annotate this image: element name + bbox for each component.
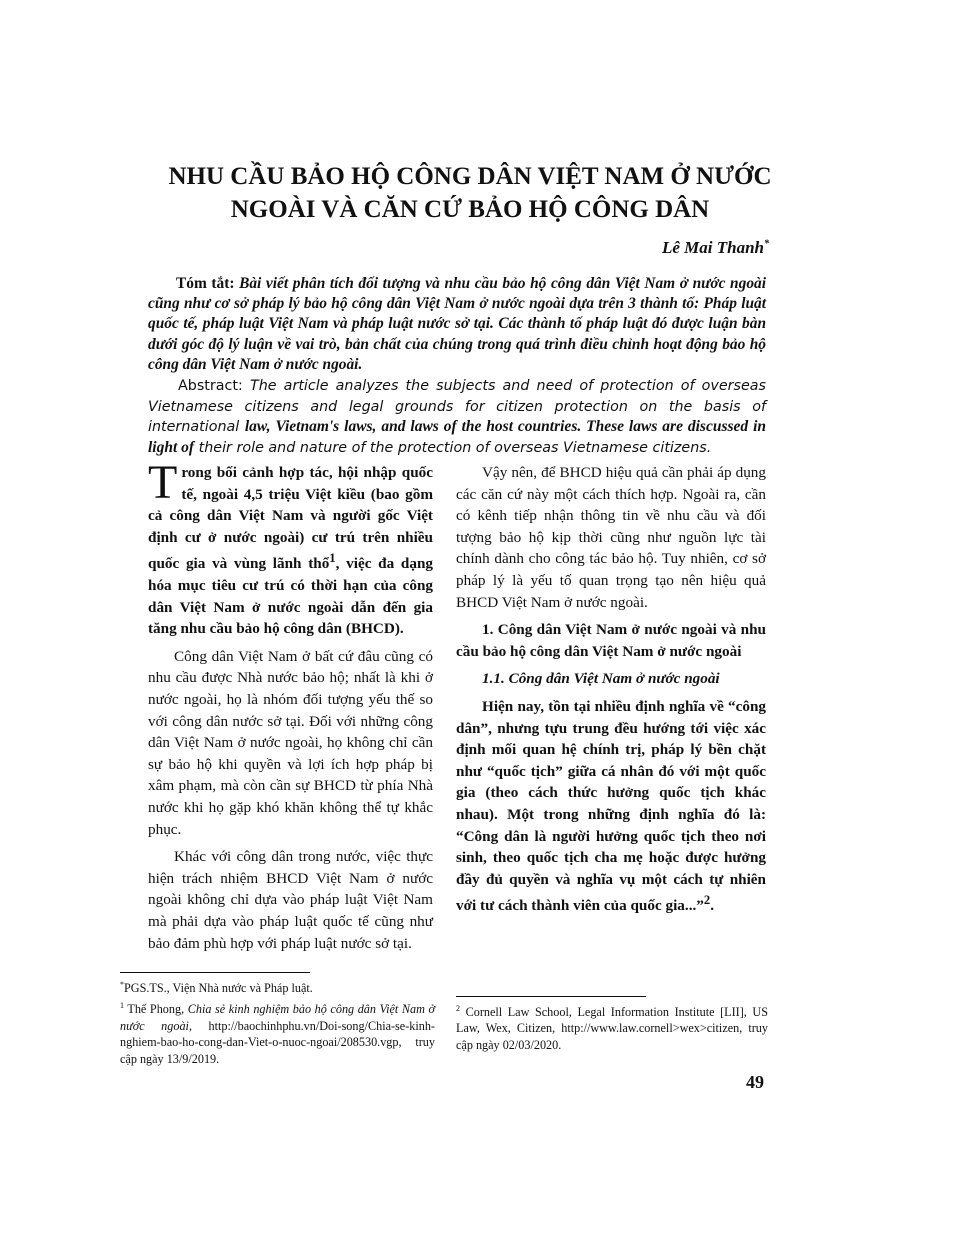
intro-text-end: , việc đa dạng hóa mục tiêu cư trú có thời hạn của công dân Việt Nam ở nước ngoài dẫn đến gia tăng nhu cầu bảo hộ công dân (BHCD). xyxy=(148,555,433,638)
author xyxy=(662,238,769,258)
footnote-1-author: Thế Phong, xyxy=(127,1002,185,1017)
footnotes-left xyxy=(120,972,435,1069)
page-number: 49 xyxy=(746,1072,764,1092)
section-heading-1: 1. Công dân Việt Nam ở nước ngoài và nhu cầu bảo hộ công dân Việt Nam ở nước ngoài xyxy=(456,621,766,660)
footnote-1-source: , http://baochinhphu.vn/Doi-song/Chia-se-kinh-nghiem-bao-ho-cong-dan-Viet-o-nuoc-ngoai/208530.vgp, truy cập ngày 13/9/2019. xyxy=(120,1018,435,1066)
abstract-english xyxy=(148,376,766,458)
footnote-author-text: PGS.TS., Viện Nhà nước và Pháp luật. xyxy=(124,981,313,996)
abstract-en-text-2: law, Vietnam's laws, and laws of the host countries. These laws are discussed in light of xyxy=(148,418,766,456)
abstract-en-text-1: The article analyzes the subjects and need of protection of overseas Vietnamese citizens and legal grounds for citizen protection on the basis of international xyxy=(148,378,766,436)
footnote-divider-left xyxy=(120,972,310,973)
footnote-1-title: Chia sẻ kinh nghiệm bảo hộ công dân Việt Nam ở nước ngoài xyxy=(120,1002,436,1033)
intro-text: rong bối cảnh hợp tác, hội nhập quốc tế, ngoài 4,5 triệu Việt kiều (bao gồm cả công dân Việt Nam và người gốc Việt định cư ở nước ngoài) cư trú trên nhiều quốc gia và vùng lãnh thổ xyxy=(148,464,433,573)
footnote-divider-right xyxy=(456,996,646,997)
title-line-2: NGOÀI VÀ CĂN CỨ BẢO HỘ CÔNG DÂN xyxy=(230,196,710,223)
footnote-author-mark: * xyxy=(120,980,124,989)
abstract-vn-lead: Tóm tắt: xyxy=(176,275,235,292)
footnote-ref-2: 2 xyxy=(703,893,711,908)
subsection-heading-1-1: 1.1. Công dân Việt Nam ở nước ngoài xyxy=(482,670,720,688)
footnote-author xyxy=(120,977,435,996)
paragraph-3: Khác với công dân trong nước, việc thực hiện trách nhiệm BHCD Việt Nam ở nước ngoài không chỉ dựa vào pháp luật Việt Nam mà phải dựa vào pháp luật quốc tế cũng như bảo đảm phù hợp với pháp luật nước sở tại. xyxy=(148,848,433,952)
abstract-en-lead: Abstract: xyxy=(178,378,243,394)
abstract-vn-text: Bài viết phân tích đối tượng và nhu cầu bảo hộ công dân Việt Nam ở nước ngoài cũng như cơ sở pháp lý bảo hộ công dân Việt Nam ở nước ngoài dựa trên 3 thành tố: Pháp luật quốc tế, pháp luật Việt Nam và pháp luật nước sở tại. Các thành tố pháp luật đó được luận bàn dưới góc độ lý luận về vai trò, bản chất của chúng trong quá trình điều chỉnh hoạt động bảo hộ công dân Việt Nam ở nước ngoài. xyxy=(148,275,766,373)
footnote-2 xyxy=(456,1001,768,1053)
abstract-en-text-3: their role and nature of the protection of overseas Vietnamese citizens. xyxy=(198,439,712,456)
author-footnote-mark: * xyxy=(764,238,769,250)
intro-paragraph xyxy=(148,456,433,640)
drop-cap: T xyxy=(148,456,178,509)
footnote-1-mark: 1 xyxy=(120,1001,124,1011)
paragraph-4: Vậy nên, để BHCD hiệu quả cần phải áp dụng các căn cứ này một cách thích hợp. Ngoài ra, cần có kênh tiếp nhận thông tin về nhu cầu và đối tượng bảo hộ kịp thời cũng như nguồn lực tài chính dành cho công tác bảo hộ. Tuy nhiên, cơ sở pháp lý là yếu tố quan trọng tạo nên hiệu quả BHCD Việt Nam ở nước ngoài. xyxy=(456,464,766,611)
right-column xyxy=(456,462,766,923)
author-name: Lê Mai Thanh xyxy=(661,238,764,257)
footnote-2-text: Cornell Law School, Legal Information Institute [LII], US Law, Wex, Citizen, http://www.law.cornell>wex>citizen, truy cập ngày 02/03/2020. xyxy=(456,1005,768,1052)
left-column xyxy=(148,456,433,960)
footnote-1 xyxy=(120,998,435,1067)
footnotes-right xyxy=(456,996,768,1055)
title-line-1: NHU CẦU BẢO HỘ CÔNG DÂN VIỆT NAM Ở NƯỚC xyxy=(168,163,772,190)
paragraph-2: Công dân Việt Nam ở bất cứ đâu cũng có nhu cầu được Nhà nước bảo hộ; nhất là khi ở nước ngoài, họ là nhóm đối tượng yếu thế so với công dân nước sở tại. Đối với những công dân Việt Nam ở nước ngoài, họ không chỉ cần sự bảo hộ khi quyền và lợi ích hợp pháp bị xâm phạm, mà còn cần sự BHCD từ phía Nhà nước khi họ gặp khó khăn không thể tự khắc phục. xyxy=(148,647,433,838)
article-title xyxy=(150,160,790,226)
paragraph-5-text: Hiện nay, tồn tại nhiều định nghĩa về “công dân”, nhưng tựu trung đều hướng tới việc xác định mối quan hệ chính trị, pháp lý bền chặt như “quốc tịch” giữa cá nhân đó với một quốc gia (theo cách thức hưởng quốc tịch khác nhau). Một trong những định nghĩa đó là: “Công dân là người hưởng quốc tịch theo nơi sinh, theo quốc tịch cha mẹ hoặc được hưởng đầy đủ quyền và nghĩa vụ một cách tự nhiên với tư cách thành viên của quốc gia...” xyxy=(456,697,766,915)
abstract-vietnamese xyxy=(148,274,766,375)
paragraph-5 xyxy=(456,696,766,917)
footnote-ref-1: 1 xyxy=(329,551,336,566)
paragraph-5-end: . xyxy=(710,897,715,915)
footnote-2-mark: 2 xyxy=(456,1004,460,1013)
